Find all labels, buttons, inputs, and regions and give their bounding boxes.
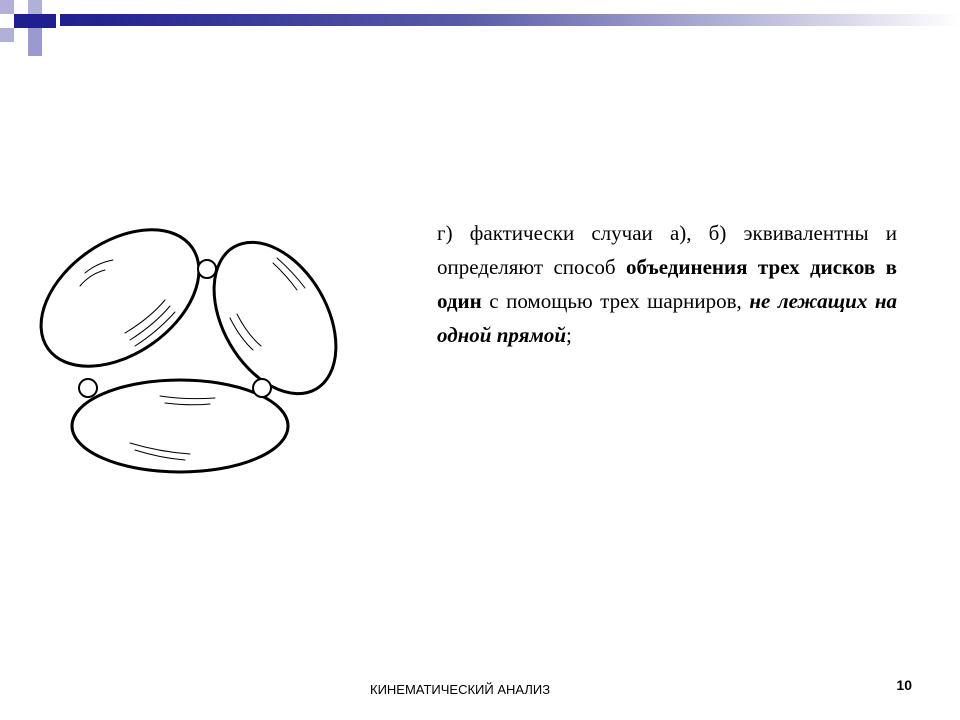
text-bold-italic-phrase: не лежащих на одной прямой [437, 289, 897, 347]
footer-title: КИНЕМАТИЧЕСКИЙ АНАЛИЗ [370, 682, 551, 697]
hinge-right-icon [253, 379, 271, 397]
text-part-5: ; [566, 323, 572, 347]
text-part-3: с помощью трех шарниров, [481, 289, 750, 313]
body-paragraph [437, 216, 897, 352]
text-bold-phrase: объединения трех дисков в один [437, 255, 897, 313]
disk-left-icon [25, 228, 224, 394]
hinge-left-icon [79, 379, 97, 397]
hinge-top-icon [198, 260, 216, 278]
three-disks-diagram [25, 228, 345, 478]
text-part-1: г) фактически случаи а), б) эквивалентны и определяют способ [437, 221, 897, 279]
page-number: 10 [896, 677, 912, 693]
header-decoration [0, 0, 960, 60]
